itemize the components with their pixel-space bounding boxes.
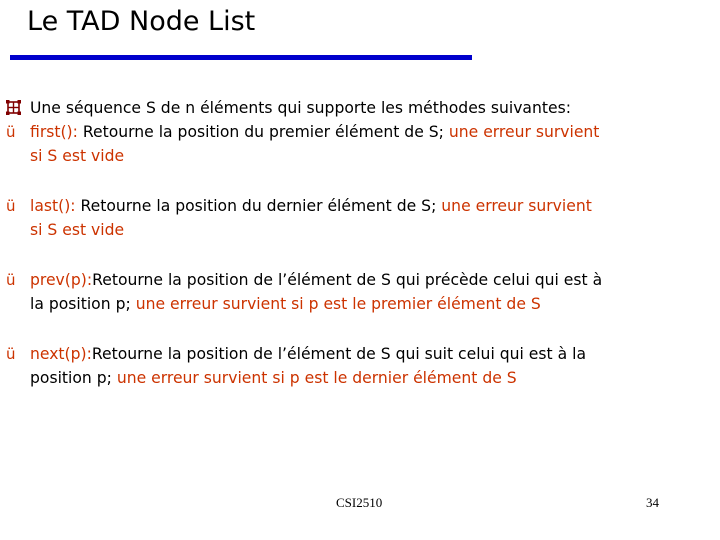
title-rule — [10, 55, 472, 60]
method-item-last — [6, 194, 716, 242]
slide-title: Le TAD Node List — [27, 6, 256, 37]
method-name: prev(p): — [30, 271, 93, 289]
footer-course-code: CSI2510 — [336, 495, 383, 510]
method-line-2 — [30, 292, 716, 316]
method-name: first(): — [30, 123, 78, 141]
page-number: 34 — [646, 495, 659, 510]
method-error-cont: si S est vide — [30, 221, 125, 239]
method-line-1 — [30, 342, 716, 366]
check-icon: ü — [6, 345, 16, 363]
method-item-prev — [6, 268, 716, 316]
method-description: Retourne la position de l’élément de S qui suit celui qui est à la — [91, 345, 586, 363]
method-description-cont: position p; — [30, 369, 117, 387]
method-error-cont: une erreur survient si p est le dernier élément de S — [116, 369, 517, 387]
intro-text: Une séquence S de n éléments qui supporte les méthodes suivantes: — [30, 99, 571, 117]
method-name: last(): — [30, 197, 76, 215]
method-line-1 — [30, 120, 716, 144]
method-error-cont: si S est vide — [30, 147, 125, 165]
method-item-next — [6, 342, 716, 390]
method-description: Retourne la position de l’élément de S qui précède celui qui est à — [92, 271, 603, 289]
bullet-square-icon — [6, 100, 21, 115]
check-icon: ü — [6, 271, 16, 289]
method-item-first — [6, 120, 716, 168]
method-line-2 — [30, 144, 716, 168]
method-line-2 — [30, 218, 716, 242]
check-icon: ü — [6, 123, 16, 141]
slide-content — [6, 96, 716, 390]
method-error: une erreur survient — [448, 123, 600, 141]
check-icon: ü — [6, 197, 16, 215]
intro-item — [6, 96, 716, 120]
method-line-1 — [30, 194, 716, 218]
method-name: next(p): — [30, 345, 92, 363]
method-line-2 — [30, 366, 716, 390]
method-error: une erreur survient — [441, 197, 592, 215]
method-description: Retourne la position du dernier élément de S; — [75, 197, 442, 215]
method-line-1 — [30, 268, 716, 292]
method-description-cont: la position p; — [30, 295, 136, 313]
method-description: Retourne la position du premier élément de S; — [77, 123, 449, 141]
method-error-cont: une erreur survient si p est le premier élément de S — [135, 295, 541, 313]
